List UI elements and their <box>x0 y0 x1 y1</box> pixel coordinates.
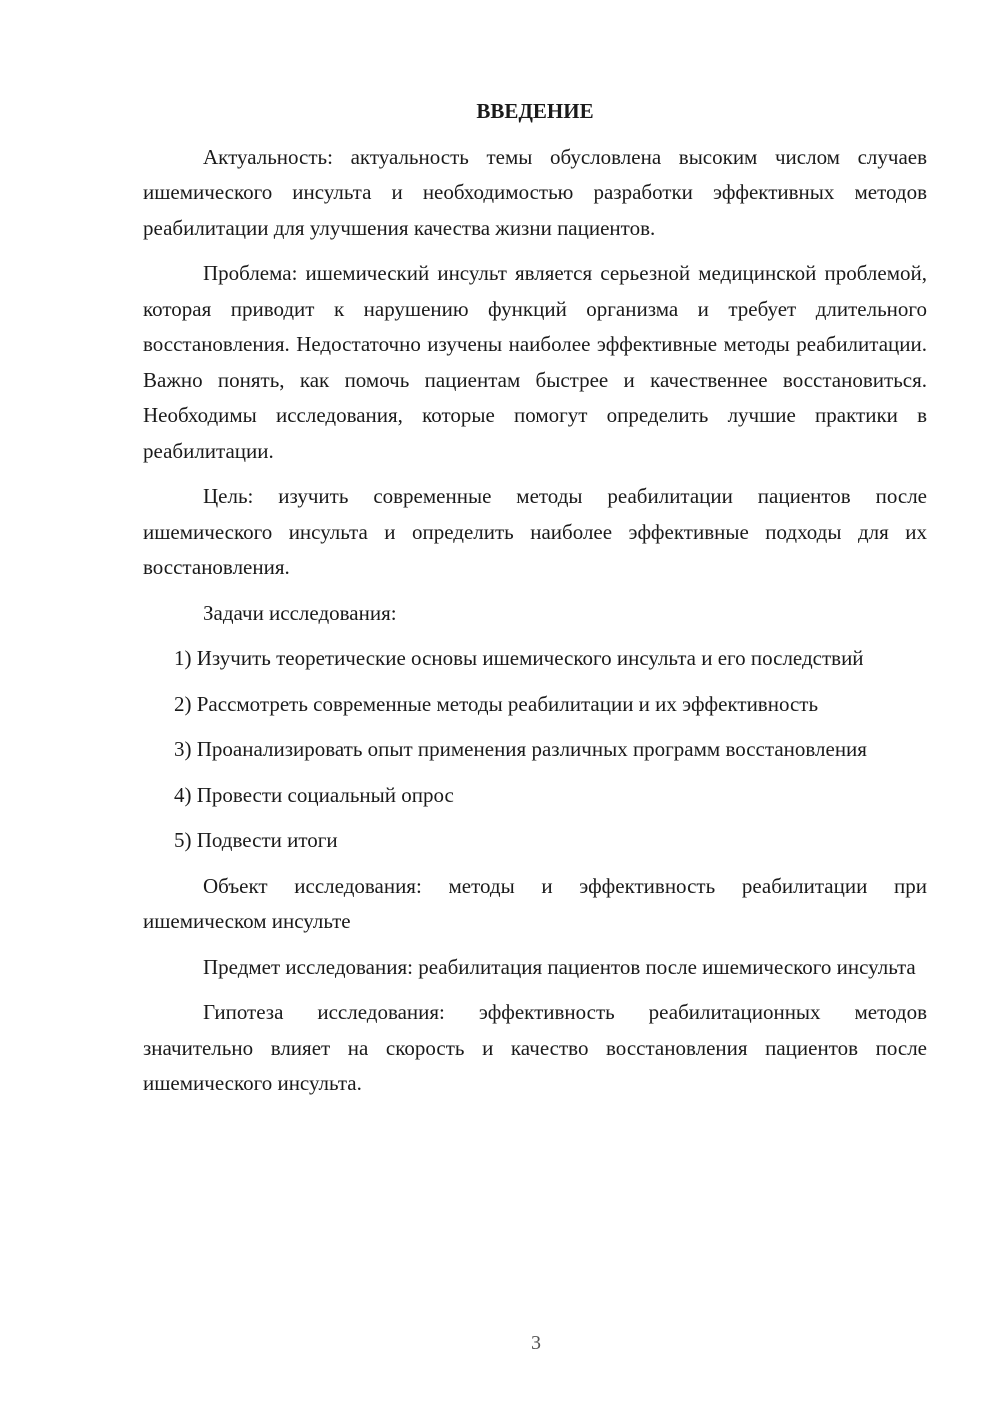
relevance-paragraph: Актуальность: актуальность темы обусловлена высоким числом случаев ишемического инсульта и необходимостью разработки эффективных методов реабилитации для улучшения качества жизни пациентов. <box>143 144 927 240</box>
task-item-2: 2) Рассмотреть современные методы реабилитации и их эффективность <box>174 691 819 716</box>
hypothesis-paragraph: Гипотеза исследования: эффективность реабилитационных методов значительно влияет на скорость и качество восстановления пациентов после ишемического инсульта. <box>143 1000 927 1095</box>
task-item-4: 4) Провести социальный опрос <box>174 782 454 807</box>
task-item-1: 1) Изучить теоретические основы ишемического инсульта и его последствий <box>174 646 864 670</box>
subject-paragraph: Предмет исследования: реабилитация пациентов после ишемического инсульта <box>203 954 916 979</box>
tasks-heading: Задачи исследования: <box>203 600 397 625</box>
task-item-5: 5) Подвести итоги <box>174 828 338 852</box>
problem-paragraph: Проблема: ишемический инсульт является серьезной медицинской проблемой, которая приводит к нарушению функций организма и требует длительного восстановления. Недостаточно изучены наиболее эффективные методы реабилитации. Важно понять, как помочь пациентам быстрее и качественнее восстановиться. Необходимы исследования, которые помогут определить лучшие практики в реабилитации. <box>143 261 927 463</box>
task-item-3: 3) Проанализировать опыт применения различных программ восстановления <box>174 737 867 761</box>
goal-paragraph: Цель: изучить современные методы реабилитации пациентов после ишемического инсульта и определить наиболее эффективные подходы для их восстановления. <box>143 484 927 579</box>
section-title: ВВЕДЕНИЕ <box>476 99 594 123</box>
page-number: 3 <box>531 1332 541 1354</box>
document-body <box>143 94 927 1112</box>
object-paragraph: Объект исследования: методы и эффективность реабилитации при ишемическом инсульте <box>143 873 927 933</box>
